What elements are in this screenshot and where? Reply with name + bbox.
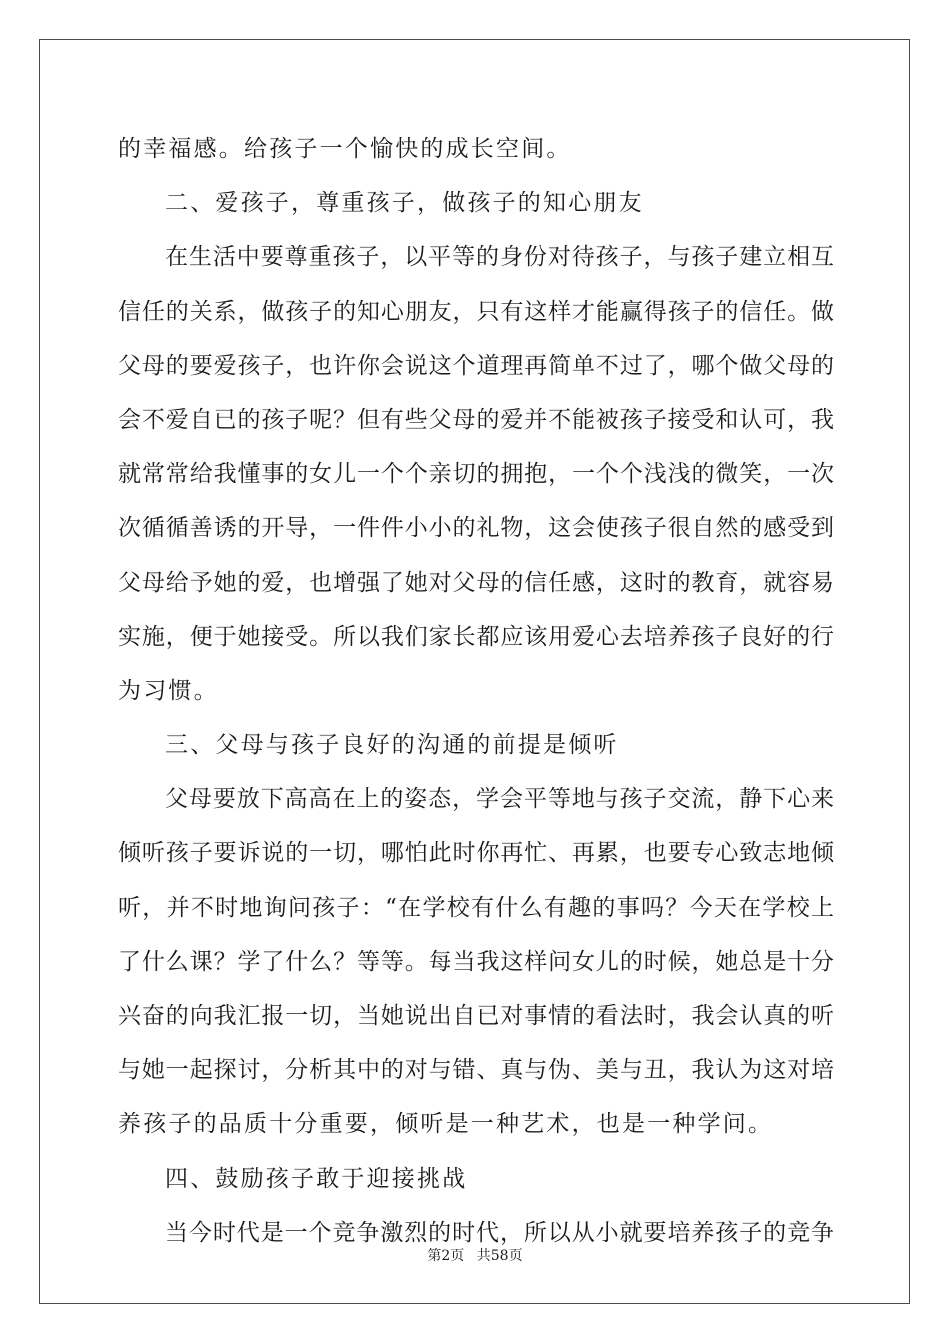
text-line: 的幸福感。给孩子一个愉快的成长空间。 — [118, 136, 572, 162]
text-line: 倾听孩子要诉说的一切，哪怕此时你再忙、再累，也要专心致志地倾 — [118, 840, 834, 867]
text-line: 与她一起探讨，分析其中的对与错、真与伪、美与丑，我认为这对培 — [118, 1057, 834, 1084]
text-line: 兴奋的向我汇报一切，当她说出自已对事情的看法时，我会认真的听 — [118, 1003, 834, 1029]
text-line: 实施，便于她接受。所以我们家长都应该用爱心去培养孩子良好的行 — [118, 623, 834, 650]
text-line: 在生活中要尊重孩子，以平等的身份对待孩子，与孩子建立相互 — [165, 244, 834, 271]
page-total: 共58页 — [476, 1248, 523, 1264]
text-line: 父母的要爱孩子，也许你会说这个道理再简单不过了，哪个做父母的 — [118, 352, 834, 379]
text-line: 为习惯。 — [118, 677, 219, 704]
text-line: 就常常给我懂事的女儿一个个亲切的拥抱，一个个浅浅的微笑，一次 — [118, 461, 834, 488]
text-line: 会不爱自已的孩子呢？但有些父母的爱并不能被孩子接受和认可，我 — [118, 406, 834, 433]
text-line: 养孩子的品质十分重要，倾听是一种艺术，也是一种学问。 — [118, 1111, 774, 1138]
text-line: 了什么课？学了什么？等等。每当我这样问女儿的时候，她总是十分 — [118, 948, 834, 975]
text-line: 父母要放下高高在上的姿态，学会平等地与孩子交流，静下心来 — [165, 786, 834, 813]
section-heading: 四、鼓励孩子敢于迎接挑战 — [165, 1165, 468, 1192]
page-footer — [0, 1245, 950, 1265]
section-heading: 二、爱孩子，尊重孩子，做孩子的知心朋友 — [165, 190, 644, 217]
document-body — [118, 122, 834, 1260]
text-line: 次循循善诱的开导，一件件小小的礼物，这会使孩子很自然的感受到 — [118, 515, 834, 542]
text-line: 父母给予她的爱，也增强了她对父母的信任感，这时的教育，就容易 — [118, 569, 834, 596]
section-heading: 三、父母与孩子良好的沟通的前提是倾听 — [165, 732, 619, 759]
text-line: 信任的关系，做孩子的知心朋友，只有这样才能赢得孩子的信任。做 — [118, 298, 834, 325]
page-number: 第2页 — [427, 1248, 465, 1264]
text-line: 听，并不时地询问孩子：“在学校有什么有趣的事吗？今天在学校上 — [118, 894, 834, 921]
text-line: 当今时代是一个竞争激烈的时代，所以从小就要培养孩子的竞争 — [165, 1219, 834, 1246]
